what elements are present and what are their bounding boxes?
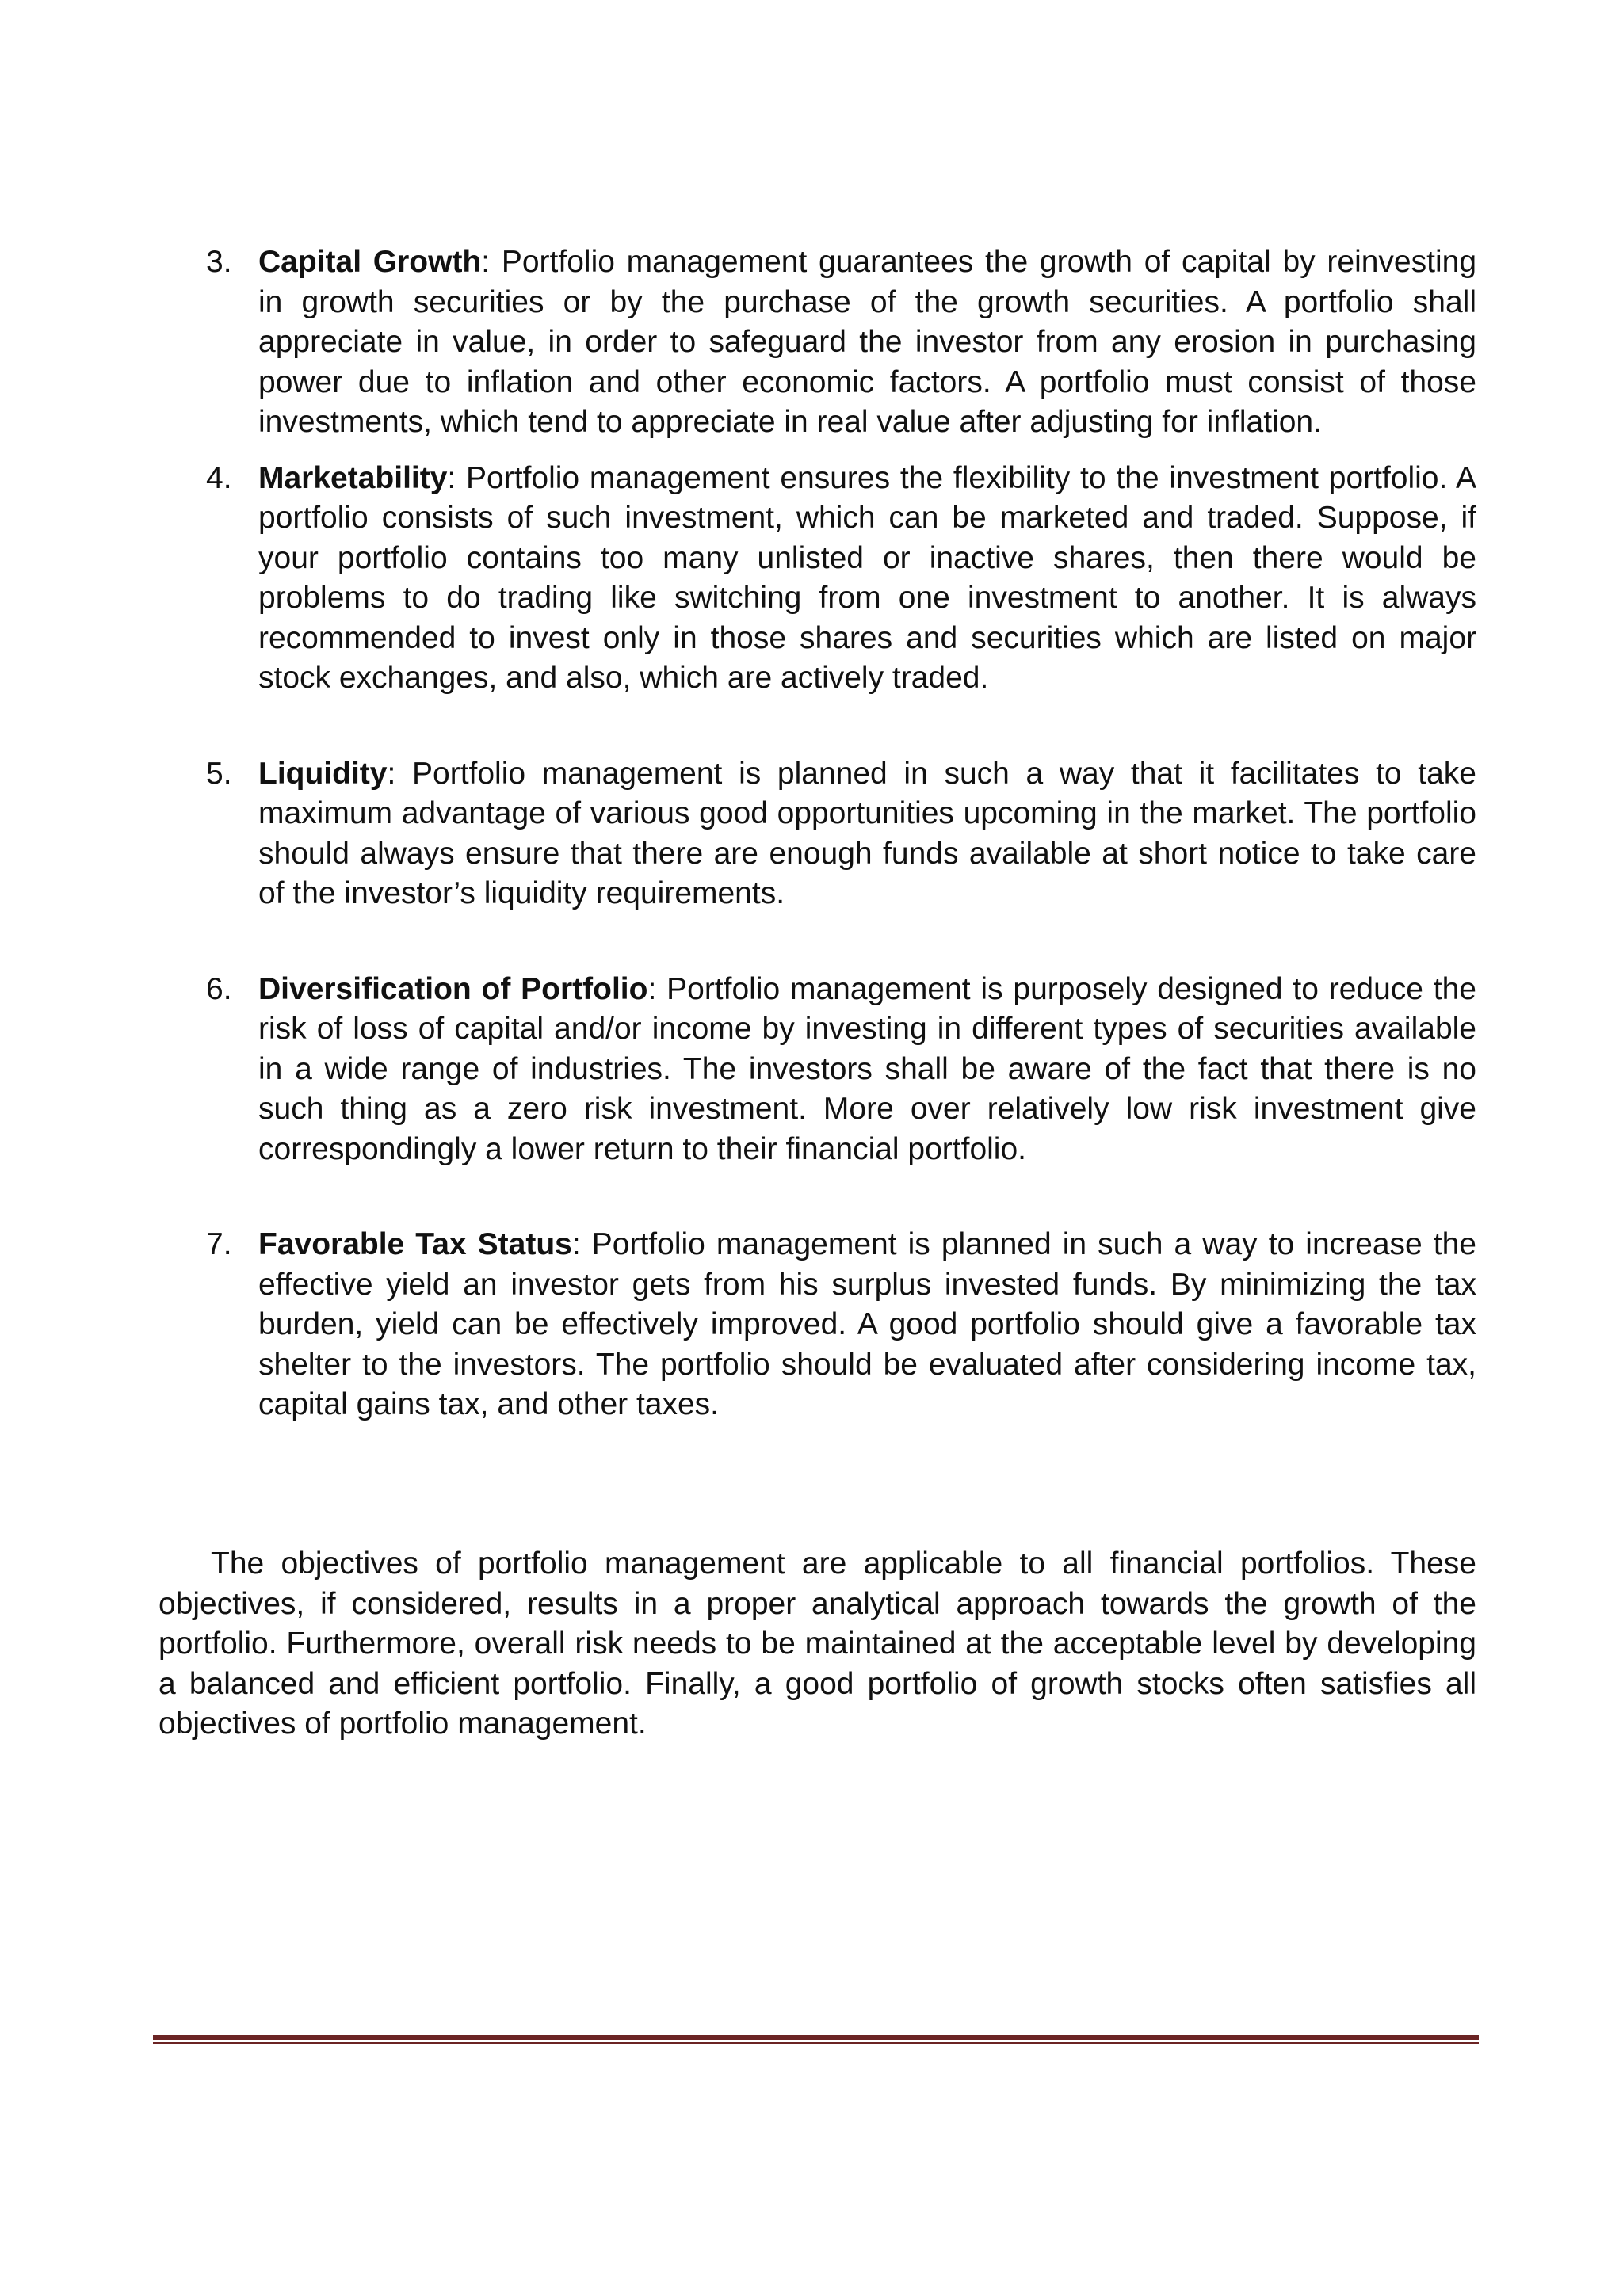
list-item-term: Favorable Tax Status bbox=[258, 1227, 572, 1261]
list-item-number: 6. bbox=[206, 971, 232, 1006]
list-item-number: 4. bbox=[206, 460, 232, 495]
list-item-text: : Portfolio management is planned in such a way to increase the effective yield an investor gets from his surplus invested funds. By minimizing the tax burden, yield can be effectively improved. A good portfolio should give a favorable tax shelter to the investors. The portfolio should be evaluated after considering income tax, capital gains tax, and other taxes. bbox=[258, 1227, 1476, 1421]
footer-rule bbox=[153, 2035, 1479, 2044]
list-item-capital-growth bbox=[203, 242, 1476, 443]
footer-rule-thick-line bbox=[153, 2035, 1479, 2040]
list-item-number: 3. bbox=[206, 245, 232, 279]
list-item-liquidity bbox=[203, 754, 1476, 914]
list-item-term: Liquidity bbox=[258, 756, 388, 791]
list-item-number: 5. bbox=[206, 756, 232, 791]
list-item-term: Marketability bbox=[258, 460, 448, 495]
list-item-marketability bbox=[203, 459, 1476, 699]
closing-paragraph: The objectives of portfolio management are applicable to all financial portfolios. These objectives, if considered, results in a proper analytical approach towards the growth of the portfolio. Furthermore, overall risk needs to be maintained at the acceptable level by developing a balanced and efficient portfolio. Finally, a good portfolio of growth stocks often satisfies all objectives of portfolio management. bbox=[158, 1547, 1476, 1741]
footer-rule-thin-line bbox=[153, 2042, 1479, 2044]
list-item-favorable-tax-status bbox=[203, 1225, 1476, 1425]
list-item-diversification bbox=[203, 970, 1476, 1170]
list-item-term: Diversification of Portfolio bbox=[258, 971, 648, 1006]
list-item-text: : Portfolio management guarantees the growth of capital by reinvesting in growth securities or by the purchase of the growth securities. A portfolio shall appreciate in value, in order to safeguard the investor from any erosion in purchasing power due to inflation and other economic factors. A portfolio must consist of those investments, which tend to appreciate in real value after adjusting for inflation. bbox=[258, 245, 1477, 439]
objectives-list bbox=[203, 242, 1476, 1425]
list-item-text: : Portfolio management is planned in such a way that it facilitates to take maximum advantage of various good opportunities upcoming in the market. The portfolio should always ensure that there are enough funds available at short notice to take care of the investor’s liquidity requirements. bbox=[258, 756, 1476, 910]
list-item-number: 7. bbox=[206, 1227, 232, 1261]
list-item-text: : Portfolio management ensures the flexibility to the investment portfolio. A portfolio consists of such investment, which can be marketed and traded. Suppose, if your portfolio contains too many unlisted or inactive shares, then there would be problems to do trading like switching from one investment to another. It is always recommended to invest only in those shares and securities which are listed on major stock exchanges, and also, which are actively traded. bbox=[258, 460, 1476, 695]
list-item-term: Capital Growth bbox=[258, 245, 482, 279]
list-item-text: : Portfolio management is purposely designed to reduce the risk of loss of capital and/or income by investing in different types of securities available in a wide range of industries. The investors shall be aware of the fact that there is no such thing as a zero risk investment. More over relatively low risk investment give correspondingly a lower return to their financial portfolio. bbox=[258, 971, 1476, 1166]
